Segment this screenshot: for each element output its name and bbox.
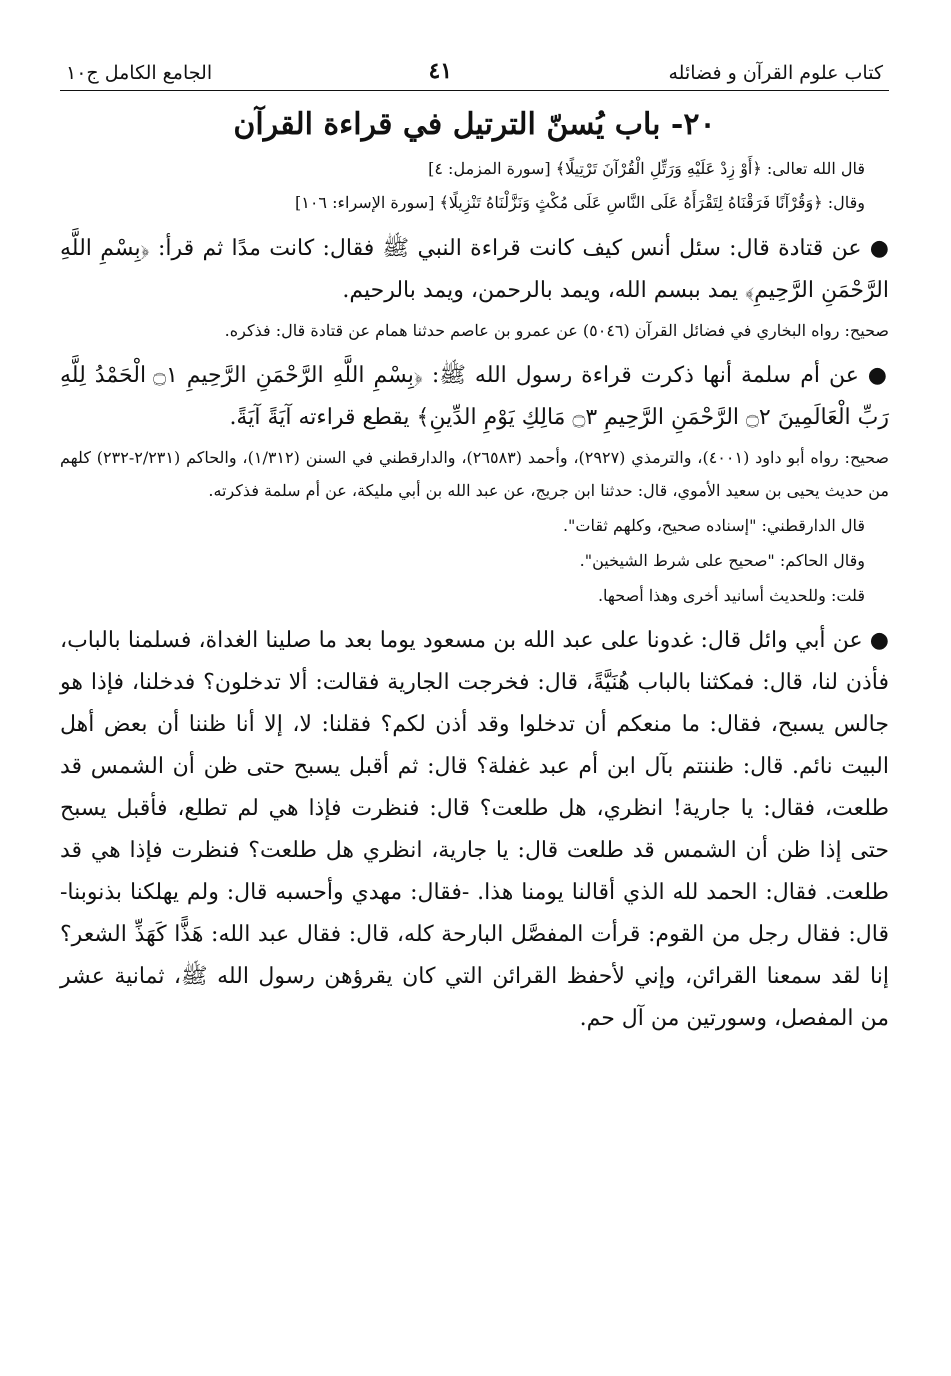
hadith-2-takhrij: صحيح: رواه أبو داود (٤٠٠١)، والترمذي (٢٩٢٧)، وأحمد (٢٦٥٨٣)، والدارقطني في السنن (١/٣١٢)، والحاكم (٢/٢٣١-٢٣٢) كلهم من حديث يحيى بن سعيد الأموي، قال: حدثنا ابن جريج، عن عبد الله بن أبي مليكة، عن أم سلمة فذكرته. — [60, 448, 890, 500]
running-header — [60, 58, 889, 91]
hadith-1-text: ● عن قتادة قال: سئل أنس كيف كانت قراءة النبي ﷺ فقال: كانت مدًا ثم قرأ: ﴿بِسْمِ اللَّهِ الرَّحْمَنِ الرَّحِيمِ﴾ يمد ببسم الله، ويمد بالرحمن، ويمد بالرحيم. — [60, 236, 889, 303]
hadith-2-note-author: قلت: وللحديث أسانيد أخرى وهذا أصحها. — [597, 586, 865, 605]
page-number: ٤١ — [428, 58, 453, 84]
volume-title: الجامع الكامل ج١٠ — [66, 62, 213, 84]
quran-verse-1: قال الله تعالى: ﴿أَوْ زِدْ عَلَيْهِ وَرَتِّلِ الْقُرْآنَ تَرْتِيلًا﴾ [سورة المزمل: ٤] — [428, 159, 865, 178]
quran-verse-2: وقال: ﴿وَقُرْآنًا فَرَقْنَاهُ لِتَقْرَأَهُ عَلَى النَّاسِ عَلَى مُكْثٍ وَنَزَّلْنَاهُ تَنْزِيلًا﴾ [سورة الإسراء: ١٠٦] — [294, 193, 865, 212]
hadith-2-note-hakim: وقال الحاكم: "صحيح على شرط الشيخين". — [579, 551, 865, 570]
hadith-3-text: ● عن أبي وائل قال: غدونا على عبد الله بن مسعود يوما بعد ما صلينا الغداة، فسلمنا بالباب، فأذن لنا، قال: فمكثنا بالباب هُنَيَّةً، قال: فخرجت الجارية فقالت: ألا تدخلون؟ فدخلنا، فإذا هو جالس يسبح، فقال: ما منعكم أن تدخلوا وقد أذن لكم؟ فقلنا: لا، إلا أنا ظننا أن بعض أهل البيت نائم. قال: ظننتم بآل ابن أم عبد غفلة؟ قال: ثم أقبل يسبح حتى ظن أن الشمس قد طلعت، فقال: يا جارية! انظري، هل طلعت؟ قال: فنظرت فإذا هي لم تطلع، فأقبل يسبح حتى إذا ظن أن الشمس قد طلعت قال: يا جارية، انظري هل طلعت؟ فنظرت فإذا هي قد طلعت. فقال: الحمد لله الذي أقالنا يومنا هذا. -فقال: مهدي وأحسبه قال: ولم يهلكنا بذنوبنا- قال: فقال رجل من القوم: قرأت المفصَّل البارحة كله، قال: فقال عبد الله: هَذًّا كَهَذِّ الشعر؟ إنا لقد سمعنا القرائن، وإني لأحفظ القرائن التي كان يقرؤهن رسول الله ﷺ، ثمانية عشر من المفصل، وسورتين من آل حم. — [60, 628, 889, 1031]
hadith-1-takhrij: صحيح: رواه البخاري في فضائل القرآن (٥٠٤٦) عن عمرو بن عاصم حدثنا همام عن قتادة قال: فذكره. — [224, 321, 889, 340]
hadith-2-note-daraqutni: قال الدارقطني: "إسناده صحيح، وكلهم ثقات". — [562, 516, 865, 535]
chapter-title: ٢٠- باب يُسنّ الترتيل في قراءة القرآن — [233, 107, 716, 142]
hadith-2-text: ● عن أم سلمة أنها ذكرت قراءة رسول الله ﷺ: ﴿بِسْمِ اللَّهِ الرَّحْمَنِ الرَّحِيمِ ۝١ الْحَمْدُ لِلَّهِ رَبِّ الْعَالَمِينَ ۝٢ الرَّحْمَنِ الرَّحِيمِ ۝٣ مَالِكِ يَوْمِ الدِّينِ﴾ يقطع قراءته آيَةً آيَةً. — [60, 363, 889, 430]
book-section-title: كتاب علوم القرآن و فضائله — [668, 62, 883, 84]
